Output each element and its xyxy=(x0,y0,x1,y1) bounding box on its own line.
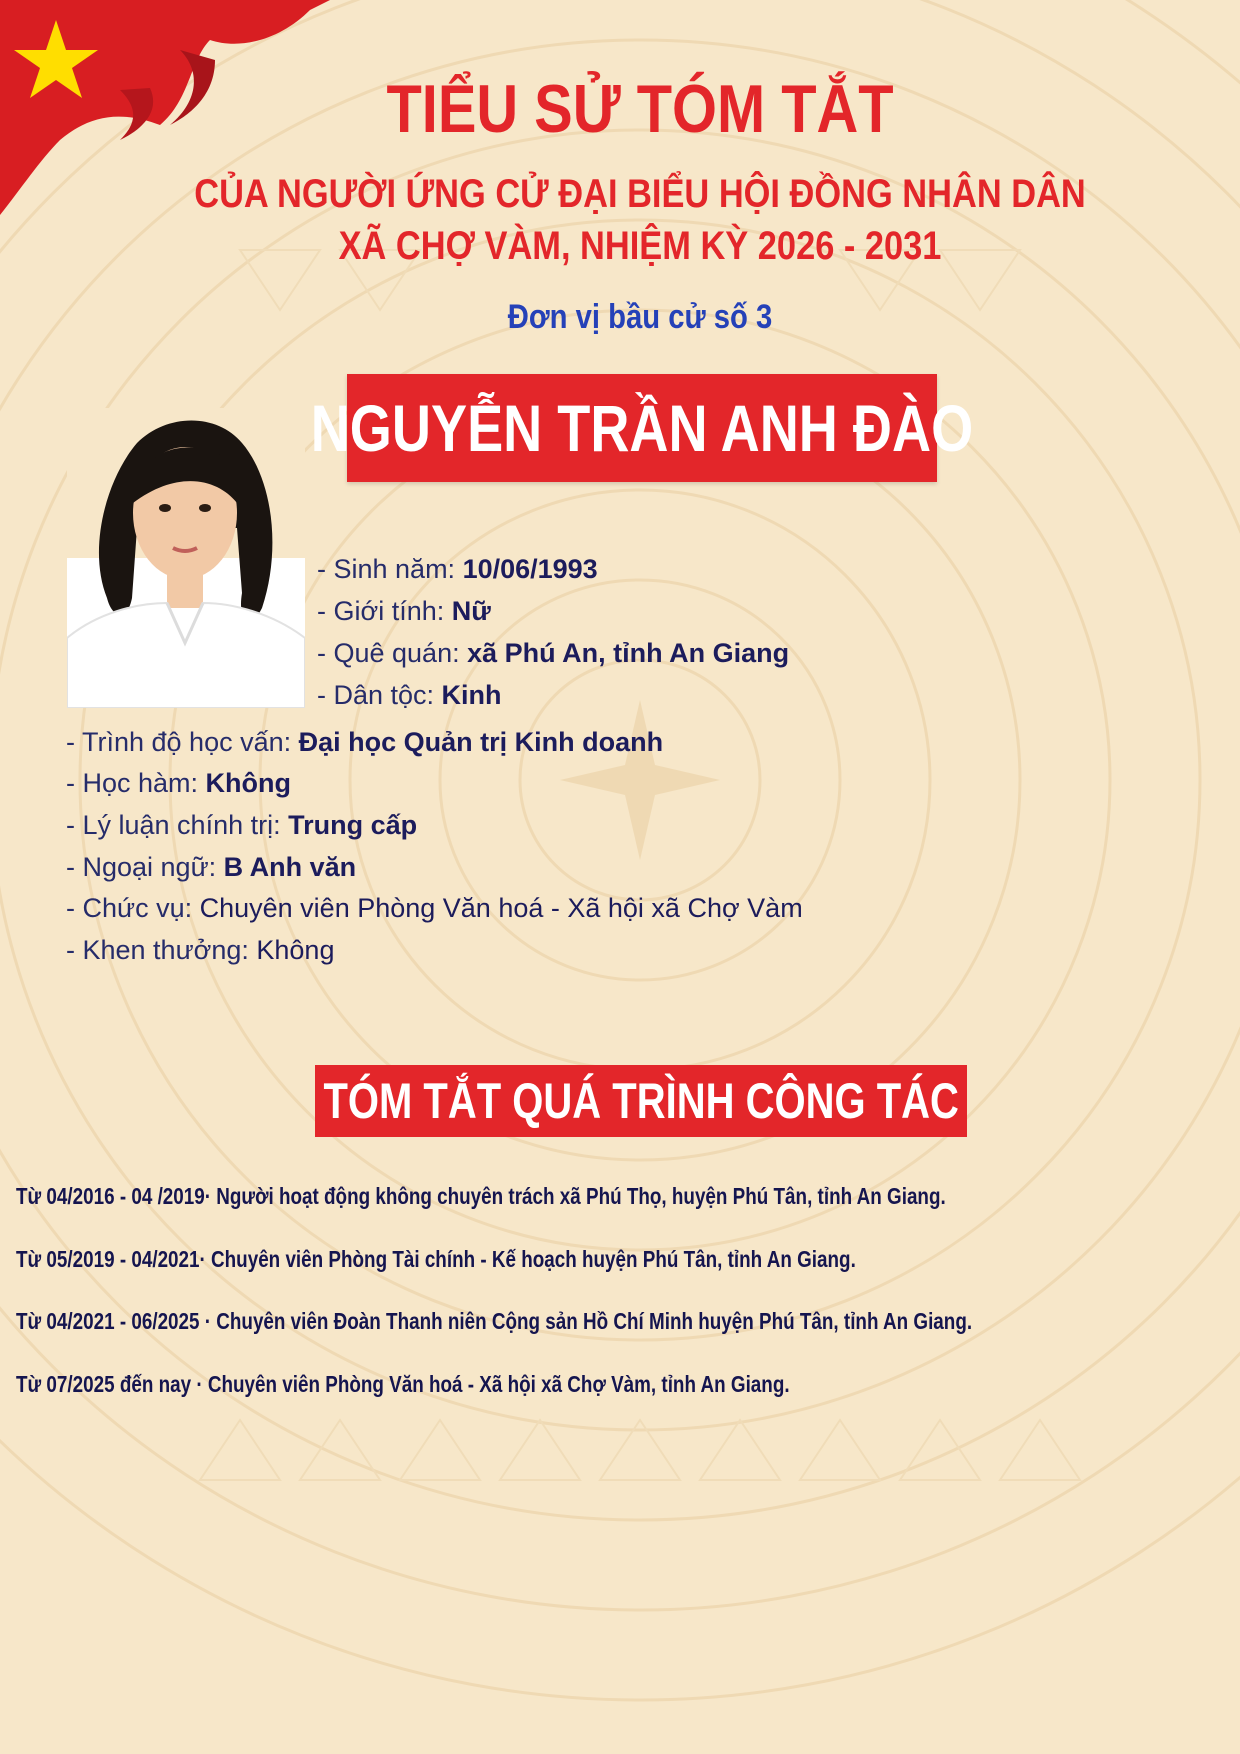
info-hometown: - Quê quán: xã Phú An, tỉnh An Giang xyxy=(317,638,790,668)
info-birth: - Sinh năm: 10/06/1993 xyxy=(317,554,598,584)
election-unit: Đơn vị bầu cử số 3 xyxy=(507,298,773,336)
career-item: Từ 04/2021 - 06/2025 · Chuyên viên Đoàn Thanh niên Cộng sản Hồ Chí Minh huyện Phú Tân, tỉnh An Giang. xyxy=(16,1308,973,1334)
info-awards: - Khen thưởng: Không xyxy=(66,935,335,965)
career-item: Từ 07/2025 đến nay · Chuyên viên Phòng Văn hoá - Xã hội xã Chợ Vàm, tỉnh An Giang. xyxy=(16,1371,790,1397)
info-ethnicity: - Dân tộc: Kinh xyxy=(317,680,502,710)
candidate-name: NGUYỄN TRẦN ANH ĐÀO xyxy=(310,391,974,465)
career-item: Từ 05/2019 - 04/2021· Chuyên viên Phòng Tài chính - Kế hoạch huyện Phú Tân, tỉnh An Giang. xyxy=(16,1246,856,1272)
career-section-banner xyxy=(315,1065,967,1137)
portrait-icon xyxy=(67,408,305,708)
portrait-photo xyxy=(67,408,305,708)
info-position: - Chức vụ: Chuyên viên Phòng Văn hoá - Xã hội xã Chợ Vàm xyxy=(66,893,803,923)
info-political-theory: - Lý luận chính trị: Trung cấp xyxy=(66,810,418,840)
info-academic-rank: - Học hàm: Không xyxy=(66,768,292,798)
career-section-title: TÓM TẮT QUÁ TRÌNH CÔNG TÁC xyxy=(323,1073,959,1129)
info-gender: - Giới tính: Nữ xyxy=(317,596,491,626)
info-education: - Trình độ học vấn: Đại học Quản trị Kinh doanh xyxy=(66,727,664,757)
info-foreign-language: - Ngoại ngữ: B Anh văn xyxy=(66,852,357,882)
subtitle-line-2: XÃ CHỢ VÀM, NHIỆM KỲ 2026 - 2031 xyxy=(338,224,942,268)
candidate-name-banner xyxy=(310,374,974,482)
career-item: Từ 04/2016 - 04 /2019· Người hoạt động không chuyên trách xã Phú Thọ, huyện Phú Tân, tỉnh An Giang. xyxy=(16,1183,946,1209)
page-title: TIỂU SỬ TÓM TẮT xyxy=(386,71,894,147)
subtitle-line-1: CỦA NGƯỜI ỨNG CỬ ĐẠI BIỂU HỘI ĐỒNG NHÂN DÂN xyxy=(194,172,1086,216)
